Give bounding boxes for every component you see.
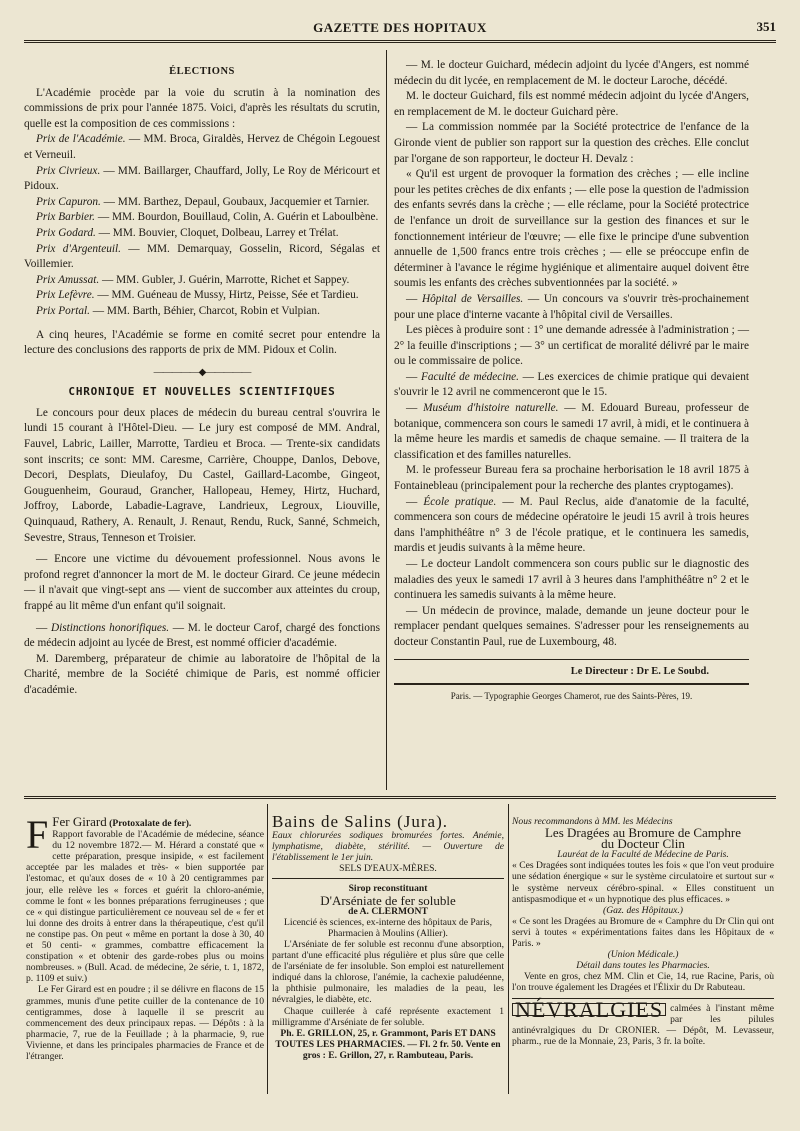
prize-entry (24, 132, 380, 163)
ad-salins (272, 812, 504, 1061)
distinctions-label: Distinctions honorifiques. (50, 621, 170, 634)
director-rule (394, 659, 749, 660)
landolt-paragraph: — Le docteur Landolt commencera son cours public sur le diagnostic des maladies des yeux le samedi 17 avril à 3 heures dans l'amphithéâtre n° 2 et le continuera les samedis suivants à la même heure. (394, 558, 749, 602)
printer-line: Paris. — Typographie Georges Chamerot, rue des Saints-Pères, 19. (450, 691, 693, 702)
prize-entry (24, 226, 380, 242)
prize-entry (24, 195, 380, 211)
prize-entry (24, 210, 380, 226)
commission-quote: « Qu'il est urgent de provoquer la formation des crèches ; — elle incline pour les petites crèches de dix enfants ; — elle pose la question de l'admission des enfants sevrés dans la crèche ; — elle réclame, pour la Société protectrice de l'enfance un droit de surveillance sur la gestion des finances et sur le fonctionnement intérieur de l'œuvre; — elle fixe le principe d'une subvention annuelle de 1,500 francs entre trois crèches ; — elle se préoccupe enfin de déterminer à l'avance le régime hygiénique et alimentaire auquel doivent être soumis les enfants des crèches subventionnées par la société. » (394, 168, 749, 290)
prize-name: Prix Godard. (36, 226, 96, 239)
prize-name: Prix Amussat. (36, 273, 100, 286)
faculte-text: — Les exercices de chimie pratique qui devaient s'ouvrir le 12 avril ne commenceront que le 15. (394, 370, 749, 399)
prize-members: — MM. Gubler, J. Guérin, Marrotte, Richet et Sappey. (99, 273, 350, 286)
ads-top-rule (24, 796, 776, 799)
prize-members: — MM. Broca, Giraldès, Hervez de Chégoin Legouest et Verneuil. (24, 133, 380, 161)
prize-list (24, 132, 380, 319)
right-column (394, 58, 749, 705)
girard-subtitle: (Protoxalate de fer). (109, 818, 192, 829)
page-number: 351 (756, 19, 776, 34)
guichard-fils-paragraph: M. le docteur Guichard, fils est nommé médecin adjoint du lycée d'Angers, en remplacement de M. le docteur Guichard père. (394, 90, 749, 118)
nevralgies-title: NÉVRALGIES (512, 1003, 666, 1016)
nevralgies-block (512, 996, 774, 1047)
printer-rule (394, 683, 749, 685)
clin-vente: Vente en gros, chez MM. Clin et Cie, 14, rue Racine, Paris, où l'on trouve également les Dragées et l'Élixir du Dr Rabuteau. (512, 971, 774, 994)
journal-title: GAZETTE DES HOPITAUX (313, 20, 487, 35)
clin-body2: « Ce sont les Dragées au Bromure de « Camphre du Dr Clin qui ont servi à toutes « expérimentations faites dans les Hôpitaux de « Paris. » (512, 915, 774, 950)
daremberg-paragraph: M. Daremberg, préparateur de chimie au laboratoire de l'hôpital de la Charité, membre de la Société chimique de Paris, est nommé officier d'académie. (24, 652, 380, 696)
clin-cite2: (Union Médicale.) (607, 949, 679, 961)
prize-members: — MM. Bouvier, Cloquet, Dolbeau, Larrey et Trélat. (95, 226, 339, 239)
chronique-title: CHRONIQUE ET NOUVELLES SCIENTIFIQUES (68, 385, 336, 399)
salins-rule (272, 878, 504, 879)
girard-body: Rapport favorable de l'Académie de médecine, séance du 12 novembre 1872.— M. Hérard a constaté que « cette préparation, presque insipide, « est facilement acceptée par les malades et très- « bien supportée par l'estomac, et qu'aux doses de « 10 à 20 centigrammes par jour, elle relève les « forces et guérit la chloro-anémie, comme le font « les bonnes préparations ferrugineuses ; que ce « qui distingue particulièrement ce nouveau sel de « fer et lui donne des droits à entrer dans la thérapeutique, c'est qu'il ne constipe pas. On peut « même en portant la dose à 30, 40 et 50 centi- « grammes, combattre efficacement la constipation « et obtenir des garde-robes plus ou moins nombreuses. » (Bull. Acad. de médecine, 2e série, t. 1, 1872, p. 1109 et suiv.) (26, 829, 264, 985)
left-column (24, 62, 380, 699)
concours-paragraph: Le concours pour deux places de médecin du bureau central s'ouvrira le lundi 15 courant à l'Hôtel-Dieu. — Le jury est composé de MM. Andral, Fauvel, Labric, Lailler, Marrotte, Tardieu et Broca. — Trente-six candidats sont inscrits; ce sont: MM. Caresme, Carrière, Chouppe, Danlos, Debove, Decori, Desplats, Dieulafoy, Du Castel, Gaillard-Lacombe, Gingeot, Gouguenheim, Gouraud, Grancher, Hallopeau, Hemey, Hirtz, Huchard, Joffroy, Laborde, Labadie-Lagrave, Landrieux, Legroux, Liouville, Quinquaud, Rathery, A. Renault, J. Renaut, Rendu, Ruck, Sanné, Schmeich, Sevestre, Straus, Tenneson et Troisier. (24, 406, 380, 544)
guichard-paragraph: — M. le docteur Guichard, médecin adjoint du lycée d'Angers, est nommé médecin du dit lycée, en remplacement de M. le docteur Laroche, décédé. (394, 59, 749, 87)
column-divider (386, 50, 387, 790)
distinctions-text: — M. le docteur Carof, chargé des fonctions de médecin adjoint au lycée de Brest, est nommé officier d'académie. (24, 621, 380, 650)
elections-intro: L'Académie procède par la voie du scrutin à la nomination des commissions de prix pour l'année 1875. Voici, d'après les résultats du scrutin, quelle est la composition de ces commissions : (24, 86, 380, 130)
clin-cite1: (Gaz. des Hôpitaux.) (603, 904, 683, 916)
prize-members: — MM. Bourdon, Bouillaud, Colin, A. Guérin et Laboulbène. (95, 211, 379, 224)
faculte-paragraph: — Faculté de médecine. — Les exercices de chimie pratique qui devaient s'ouvrir le 12 avril ne commenceront que le 15. (394, 370, 749, 399)
herborisation-paragraph: M. le professeur Bureau fera sa prochaine herborisation le 18 avril 1875 à Fontainebleau (principalement pour la recherche des plantes cryptogames). (394, 464, 749, 493)
museum-paragraph: — Muséum d'histoire naturelle. — M. Edouard Bureau, professeur de botanique, commencera son cours le samedi 17 avril, à midi, et le continuera à la même heure les mardis et samedis de chaque semaine. — Il traitera de la classification et des familles naturelles. (394, 402, 750, 461)
prize-name: Prix Lefèvre. (36, 289, 95, 302)
museum-label: Muséum d'histoire naturelle. (423, 402, 559, 415)
nevralgies-text: calmées à l'instant même par les pilules antinévralgiques du Dr CRONIER. — Dépôt, M. Levasseur, pharm., rue de la Monnaie, 23, Paris, 3 fr. la boîte. (512, 1002, 774, 1047)
province-paragraph: — Un médecin de province, malade, demande un jeune docteur pour le remplacer pendant quelques semaines. S'adresser pour les renseignements au docteur Constantin Paul, rue de Luxembourg, 48. (394, 604, 749, 648)
prize-members: — MM. Demarquay, Gosselin, Ricord, Ségalas et Voillemier. (24, 242, 380, 271)
prize-name: Prix Portal. (36, 304, 90, 317)
prize-members: — MM. Baillarger, Chauffard, Jolly, Le Roy de Méricourt et Pidoux. (24, 164, 381, 193)
ad-divider-2 (508, 804, 509, 1094)
versailles-text: — Un concours va s'ouvrir très-prochainement pour une place d'interne vacante à l'hôpital civil de Versailles. (394, 292, 749, 321)
ad-divider-1 (267, 804, 268, 1094)
elections-title: ÉLECTIONS (169, 66, 235, 77)
prize-entry (24, 304, 380, 320)
ecole-text: — M. Paul Reclus, aide d'anatomie de la faculté, commencera son cours de médecine opératoire le jeudi 15 avril à trois heures dans l'amphithéâtre n° 3 de l'école pratique, et le continuera les samedis, mardis et jeudis suivants à la même heure. (394, 495, 750, 555)
prize-entry (24, 242, 380, 273)
page-header (24, 18, 776, 43)
grillon-address: Ph. E. GRILLON, 25, r. Grammont, Paris ET DANS TOUTES LES PHARMACIES. — Fl. 2 fr. 50. Vente en gros : E. Grillon, 27, r. Rambuteau, Paris. (275, 1027, 501, 1061)
sirop-title: Sirop reconstituant (348, 883, 428, 895)
prize-members: — MM. Barth, Béhier, Charcot, Robin et Vulpian. (89, 304, 320, 317)
ad-clin (512, 816, 774, 1047)
section-separator: —————◆————— (153, 366, 251, 378)
museum-text: — M. Edouard Bureau, professeur de botanique, commencera son cours le samedi 17 avril, à midi, et le continuera à la même heure les mardis et samedis de chaque semaine. — Il traitera de la classification et des familles naturelles. (394, 402, 750, 461)
distinctions-paragraph: — Distinctions honorifiques. — M. le docteur Carof, chargé des fonctions de médecin adjoint au lycée de Brest, est nommé officier d'académie. (24, 621, 380, 650)
prize-name: Prix Capuron. (36, 195, 101, 208)
ad-fer-girard (26, 812, 264, 1062)
clin-title: Les Dragées au Bromure de Camphre (544, 825, 741, 841)
commission-paragraph: — La commission nommée par la Société protectrice de l'enfance de la Gironde vient de publier son rapport sur la question des crèches. Elle conclut par l'organe de son rapporteur, le docteur H. Devalz : (394, 121, 749, 165)
arseniate-by: de A. CLERMONT (348, 905, 428, 917)
clin-detail: Détail dans toutes les Pharmacies. (576, 960, 710, 972)
clin-body: « Ces Dragées sont indiquées toutes les fois « que l'on veut produire une sédation énergique « sur le système circulatoire et surtout sur « le système nerveux cérébro-spinal. « Elles constituent un antispasmodique et « un hypnotique des plus efficaces. » (512, 860, 774, 905)
prize-name: Prix Barbier. (36, 211, 95, 224)
clin-by: du Docteur Clin (601, 836, 685, 852)
clin-intro: Nous recommandons à MM. les Médecins (512, 816, 673, 827)
director-signature: Le Directeur : Dr E. Le Soubd. (570, 665, 709, 677)
girard-heading: F Fer Girard (Protoxalate de fer). (26, 812, 192, 857)
secret-committee: A cinq heures, l'Académie se forme en comité secret pour entendre la lecture des conclusions des rapports de prix de MM. Pidoux et Colin. (24, 328, 380, 357)
arseniate-dose: Chaque cuillerée à café représente exactement 1 milligramme d'Arséniate de fer soluble. (272, 1005, 504, 1028)
salins-sels: SELS D'EAUX-MÈRES. (339, 863, 437, 875)
victime-paragraph: — Encore une victime du dévouement professionnel. Nous avons le profond regret d'annoncer la mort de M. le docteur Girard. Ce jeune médecin — il n'avait que vingt-sept ans — vient de succomber aux atteintes du croup, frappé au lit même d'un enfant qu'il soignait. (24, 553, 380, 612)
ecole-label: École pratique. (423, 495, 497, 508)
salins-heading (272, 812, 504, 831)
prize-entry (24, 273, 380, 289)
prize-name: Prix Civrieux. (36, 164, 101, 177)
ecole-paragraph: — École pratique. — M. Paul Reclus, aide d'anatomie de la faculté, commencera son cours de médecine opératoire le jeudi 15 avril à trois heures dans l'amphithéâtre n° 3 de l'école pratique, et le continuera les samedis, mardis et jeudis suivants à la même heure. (394, 495, 750, 555)
versailles-paragraph: — Hôpital de Versailles. — Un concours va s'ouvrir très-prochainement pour une place d'interne vacante à l'hôpital civil de Versailles. (394, 292, 749, 321)
prize-entry (24, 288, 380, 304)
girard-title: Fer Girard (52, 814, 107, 829)
prize-name: Prix de l'Académie. (36, 133, 126, 146)
faculte-label: Faculté de médecine. (420, 370, 519, 383)
salins-body: Eaux chlorurées sodiques bromurées fortes. Anémie, lymphatisme, diabète, stérilité. — Ouverture de l'établissement le 1er juin. (272, 830, 504, 864)
arseniate-credentials: Licencié ès sciences, ex-interne des hôpitaux de Paris, Pharmacien à Moulins (Allier). (283, 916, 493, 939)
girard-body2: Le Fer Girard est en poudre ; il se délivre en flacons de 15 grammes, munis d'une petite cuiller de la contenance de 10 centigrammes, dose à laquelle il se prescrit au commencement des deux principaux repas. — Dépôts : à la pharmacie, 7, rue de la Feuillade ; à la pharmacie, 9, rue Vivienne, et dans les principales pharmacies de France et de l'étranger. (26, 984, 264, 1062)
arseniate-title: D'Arséniate de fer soluble (320, 892, 456, 908)
versailles-label: Hôpital de Versailles. (421, 292, 524, 305)
arseniate-body: L'Arséniate de fer soluble est reconnu d'une absorption, partant d'une efficacité plus régulière et plus sûre que celle de l'arséniate de fer insoluble. Son emploi est naturellement indiqué dans la chlorose, l'anémie, la cachexie paludéenne, la phthisie pulmonaire, les maladies de la peau, les névralgies, le diabète, etc. (272, 938, 504, 1006)
salins-title: Bains de Salins (Jura). (272, 812, 448, 831)
prize-members: — MM. Guéneau de Mussy, Hirtz, Peisse, Sée et Tardieu. (94, 289, 359, 302)
clin-laureat: Lauréat de la Faculté de Médecine de Paris. (557, 849, 729, 861)
prize-members: — MM. Barthez, Depaul, Goubaux, Jacquemier et Tarnier. (100, 195, 370, 208)
pieces-paragraph: Les pièces à produire sont : 1° une demande adressée à l'administration ; — 2° la feuille d'inscriptions ; — 3° un certificat de moralité délivré par le maire ou le commissaire de police. (394, 324, 749, 368)
prize-name: Prix d'Argenteuil. (36, 242, 121, 255)
prize-entry (24, 164, 380, 195)
